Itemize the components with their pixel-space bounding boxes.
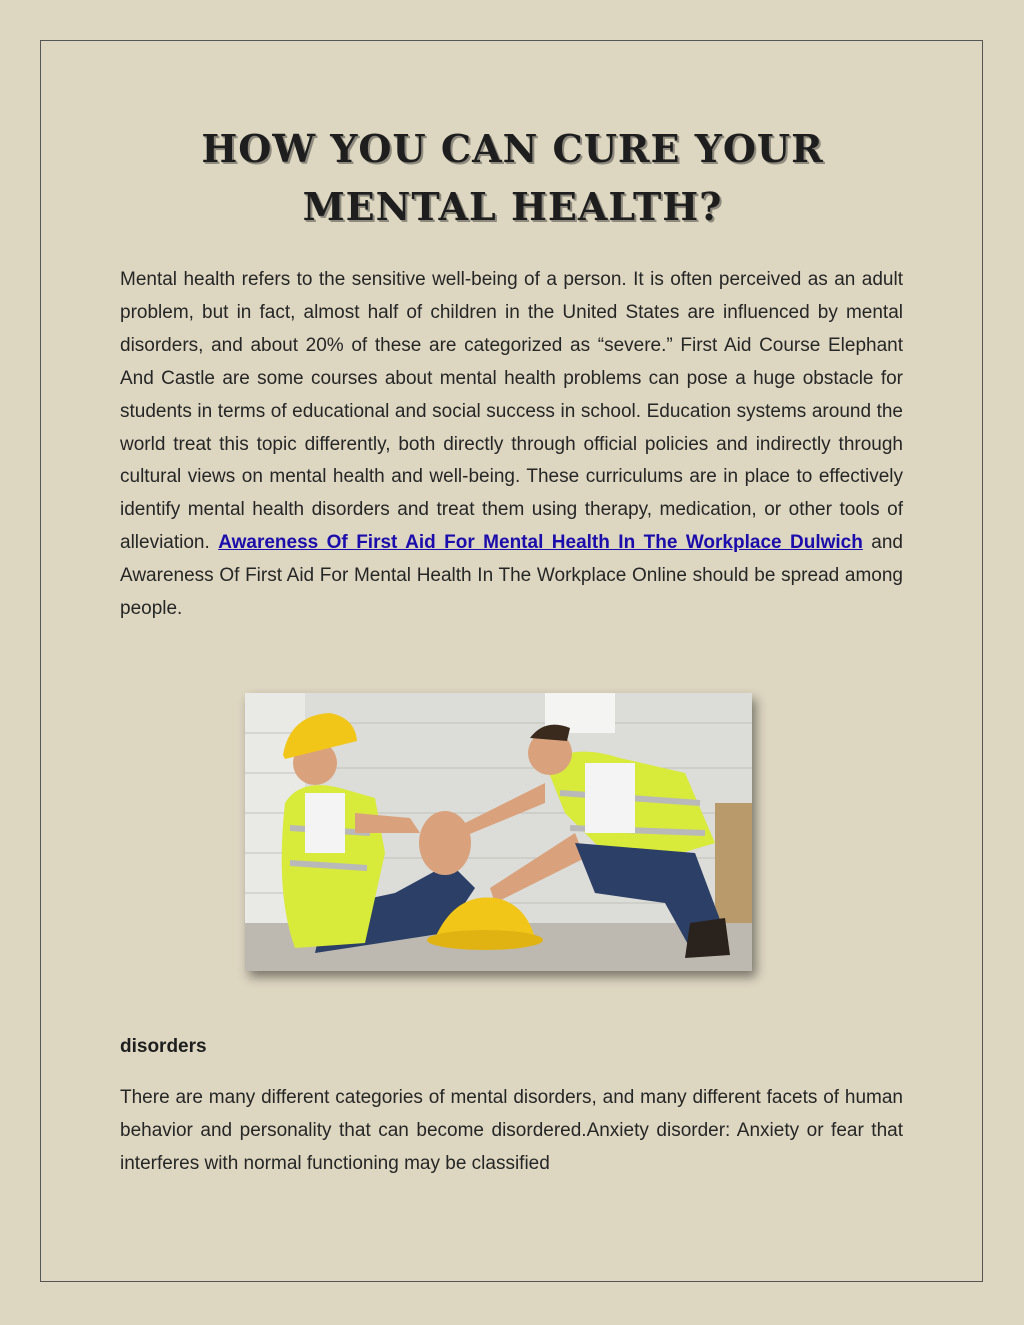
intro-text-end: and Awareness Of First Aid For Mental Health In The Workplace Online should be spread among people. — [120, 532, 903, 620]
first-aid-workplace-link[interactable]: Awareness Of First Aid For Mental Health In The Workplace Dulwich — [218, 532, 863, 554]
section-heading: disorders — [120, 1036, 207, 1057]
disorders-paragraph: There are many different categories of mental disorders, and many different facets of human behavior and personality that can become disordered.Anxiety disorder: Anxiety or fear that interferes with normal functioning may be classified — [120, 1087, 903, 1174]
page-title: HOW YOU CAN CURE YOUR MENTAL HEALTH? — [201, 126, 824, 229]
first-aid-photo — [245, 693, 752, 971]
intro-text: Mental health refers to the sensitive well-being of a person. It is often perceived as an adult problem, but in fact, almost half of children in the United States are influenced by mental disorders, and about 20% of these are categorized as “severe.” First Aid Course Elephant And Castle are some courses about mental health problems can pose a huge obstacle for students in terms of educational and social success in school. Education systems around the world treat this topic differently, both directly through official policies and indirectly through cultural views on mental health and well-being. These curriculums are in place to effectively identify mental health disorders and treat them using therapy, medication, or other tools of alleviation. — [120, 269, 903, 554]
intro-paragraph — [120, 264, 903, 626]
